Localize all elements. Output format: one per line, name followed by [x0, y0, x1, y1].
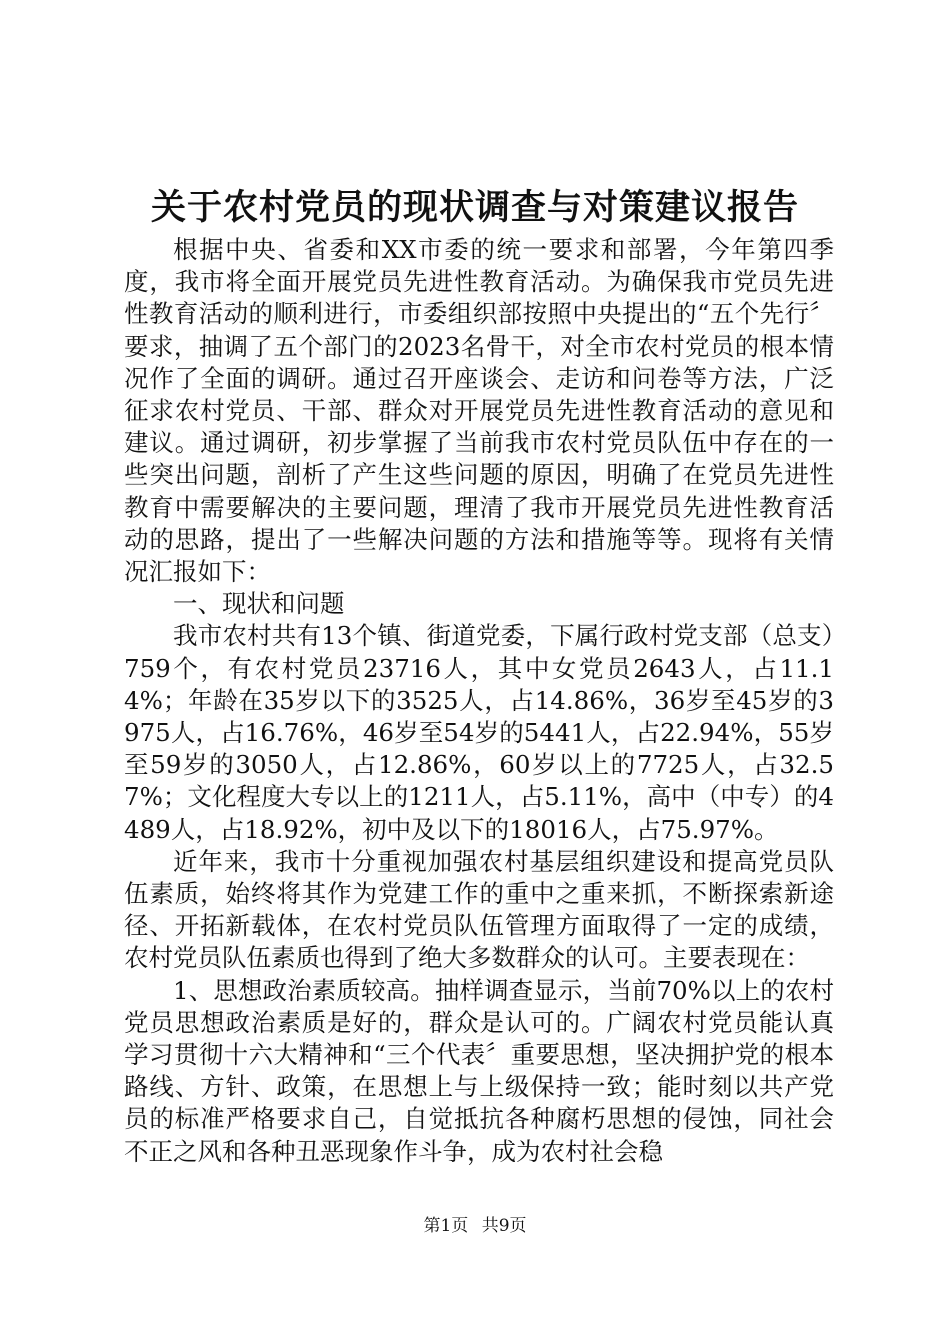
section-heading-status: 一、现状和问题 — [173, 589, 345, 619]
document-body — [124, 234, 834, 1168]
paragraph-point-one: 1、思想政治素质较高。抽样调查显示，当前70%以上的农村党员思想政治素质是好的，群众是认可的。广阔农村党员能认真学习贯彻十六大精神和“三个代表〞重要思想，坚决拥护党的根本路线、方针、政策，在思想上与上级保持一致；能时刻以共产党员的标准严格要求自己，自觉抵抗各种腐朽思想的侵蚀，同社会不正之风和各种丑恶现象作斗争，成为农村社会稳 — [124, 975, 834, 1166]
paragraph-recent-years: 近年来，我市十分重视加强农村基层组织建设和提高党员队伍素质，始终将其作为党建工作的重中之重来抓，不断探索新途径、开拓新载体，在农村党员队伍管理方面取得了一定的成绩，农村党员队伍素质也得到了绝大多数群众的认可。主要表现在： — [124, 846, 834, 973]
paragraph-intro: 根据中央、省委和XX市委的统一要求和部署，今年第四季度，我市将全面开展党员先进性教育活动。为确保我市党员先进性教育活动的顺利进行，市委组织部按照中央提出的“五个先行〞要求，抽调了五个部门的2023名骨干，对全市农村党员的根本情况作了全面的调研。通过召开座谈会、走访和问卷等方法，广泛征求农村党员、干部、群众对开展党员先进性教育活动的意见和建议。通过调研，初步掌握了当前我市农村党员队伍中存在的一些突出问题，剖析了产生这些问题的原因，明确了在党员先进性教育中需要解决的主要问题，理清了我市开展党员先进性教育活动的思路，提出了一些解决问题的方法和措施等等。现将有关情况汇报如下： — [124, 235, 834, 587]
page-number-current: 第1页 — [423, 1216, 469, 1236]
paragraph-statistics: 我市农村共有13个镇、街道党委，下属行政村党支部（总支）759个，有农村党员23716人，其中女党员2643人，占11.14%；年龄在35岁以下的3525人，占14.86%，36岁至45岁的3975人，占16.76%，46岁至54岁的5441人，占22.94%，55岁至59岁的3050人，占12.86%，60岁以上的7725人，占32.57%；文化程度大专以上的1211人，占5.11%，高中（中专）的4489人，占18.92%，初中及以下的18016人，占75.97%。 — [124, 621, 834, 844]
document-title: 关于农村党员的现状调查与对策建议报告 — [150, 187, 799, 228]
page-number-total: 共9页 — [481, 1216, 527, 1236]
page-footer — [0, 1214, 950, 1238]
